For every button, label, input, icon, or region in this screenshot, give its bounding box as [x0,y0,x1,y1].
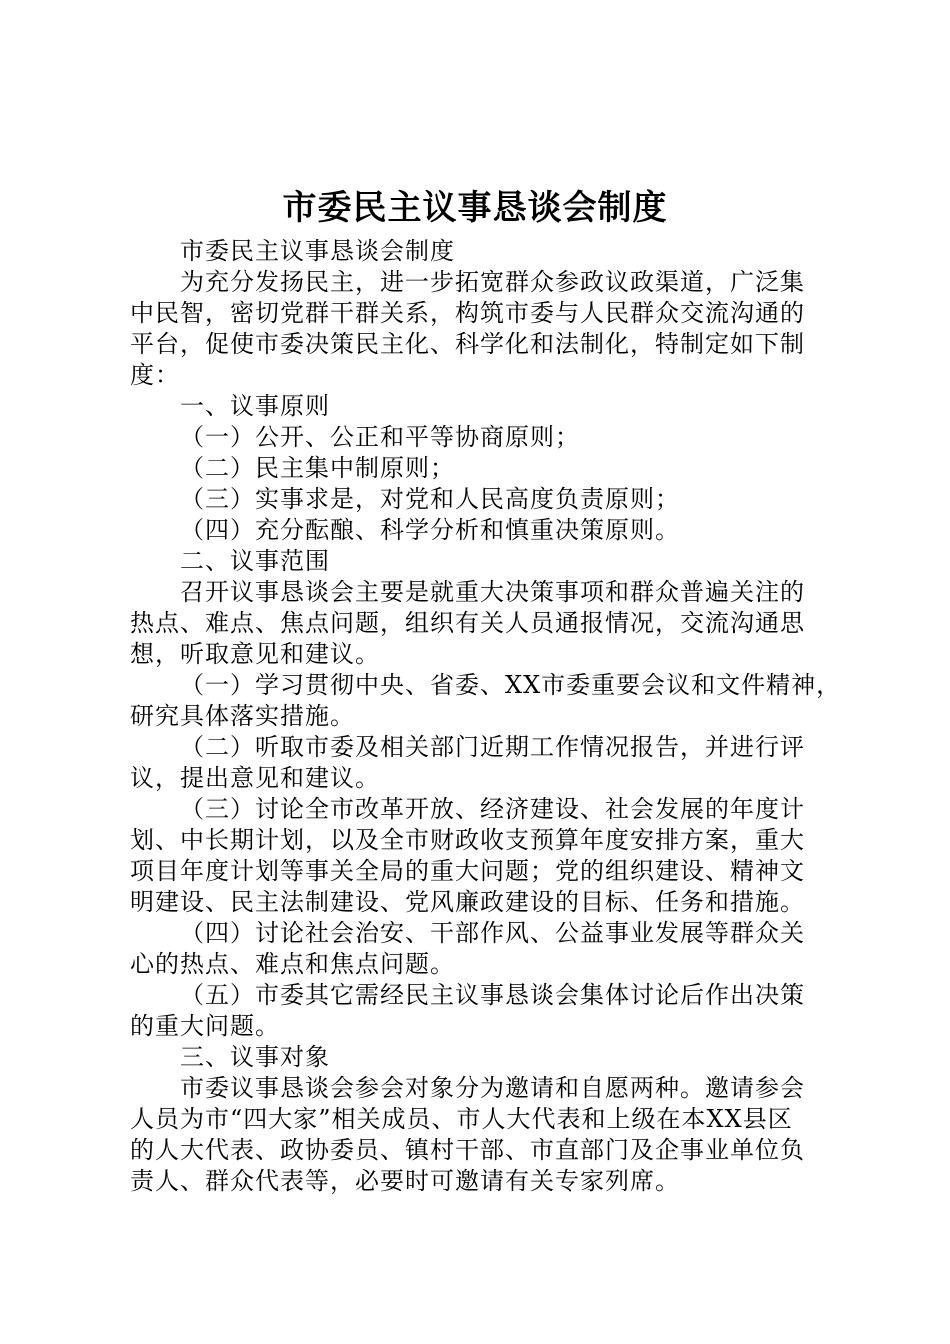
text-line: 平台，促使市委决策民主化、科学化和法制化，特制定如下制 [130,330,805,358]
text-line: 人员为市“四大家”相关成员、市人大代表和上级在本XX县区 [130,1105,793,1133]
text-line: （三）实事求是，对党和人民高度负责原则； [180,485,680,513]
text-line: 为充分发扬民主，进一步拓宽群众参政议政渠道，广泛集 [180,268,805,296]
text-line: 划、中长期计划，以及全市财政收支预算年度安排方案，重大 [130,826,805,854]
text-line: （二）民主集中制原则； [180,454,455,482]
text-line: （二）听取市委及相关部门近期工作情况报告，并进行评 [180,733,805,761]
text-line: 的重大问题。 [130,1012,280,1040]
text-line: 明建设、民主法制建设、党风廉政建设的目标、任务和措施。 [130,888,805,916]
text-line: （一）公开、公正和平等协商原则； [180,423,580,451]
text-line: 责人、群众代表等，必要时可邀请有关专家列席。 [130,1167,680,1195]
text-line: 市委议事恳谈会参会对象分为邀请和自愿两种。邀请参会 [180,1074,805,1102]
text-line: 市委民主议事恳谈会制度 [180,237,455,265]
text-line: 度： [130,361,180,389]
text-line: （五）市委其它需经民主议事恳谈会集体讨论后作出决策 [180,981,805,1009]
text-line: （四）充分酝酿、科学分析和慎重决策原则。 [180,516,680,544]
text-line: （三）讨论全市改革开放、经济建设、社会发展的年度计 [180,795,805,823]
text-line: 心的热点、难点和焦点问题。 [130,950,455,978]
text-line: （四）讨论社会治安、干部作风、公益事业发展等群众关 [180,919,805,947]
text-line: 项目年度计划等事关全局的重大问题；党的组织建设、精神文 [130,857,805,885]
text-line: 研究具体落实措施。 [130,702,355,730]
document-title: 市委民主议事恳谈会制度 [282,188,668,228]
text-line: 召开议事恳谈会主要是就重大决策事项和群众普遍关注的 [180,578,805,606]
section-heading: 一、议事原则 [180,392,330,420]
text-line: 想，听取意见和建议。 [130,640,380,668]
text-line: 热点、难点、焦点问题，组织有关人员通报情况，交流沟通思 [130,609,805,637]
text-line: 的人大代表、政协委员、镇村干部、市直部门及企事业单位负 [130,1136,805,1164]
section-heading: 二、议事范围 [180,547,330,575]
text-line: 议，提出意见和建议。 [130,764,380,792]
section-heading: 三、议事对象 [180,1043,330,1071]
text-line: 中民智，密切党群干群关系，构筑市委与人民群众交流沟通的 [130,299,805,327]
text-line: （一）学习贯彻中央、省委、XX市委重要会议和文件精神， [180,671,842,699]
